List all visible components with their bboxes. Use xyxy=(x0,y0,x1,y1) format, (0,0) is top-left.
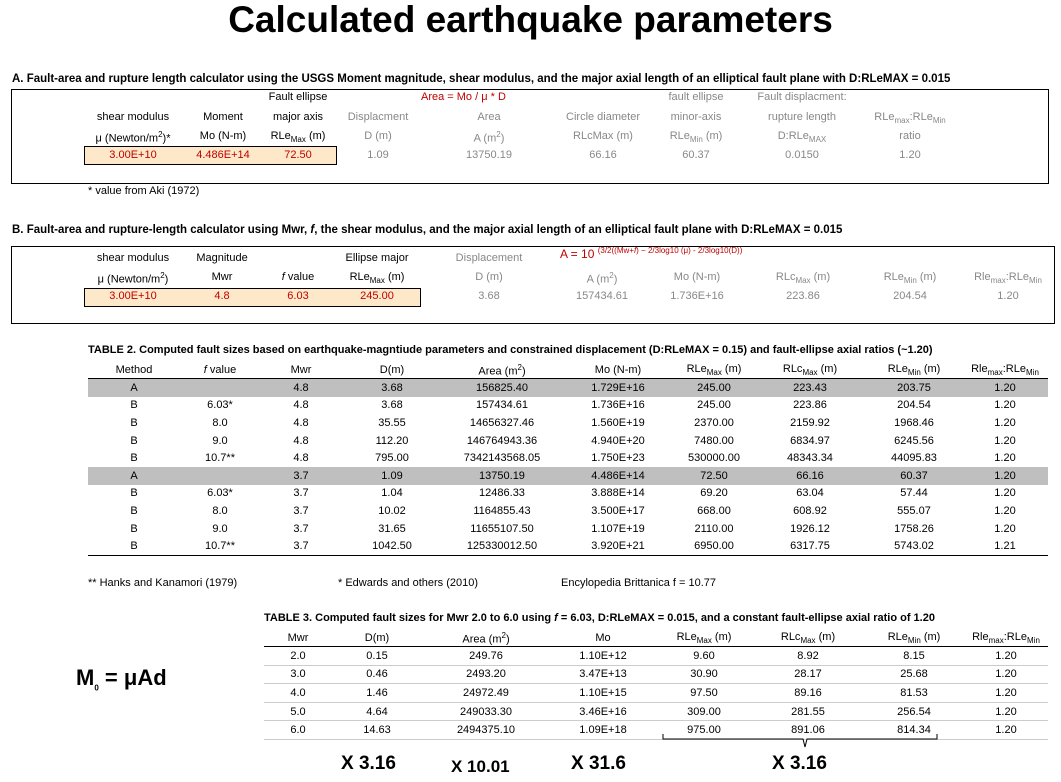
header-cell: RLe$_{Max}$ (m) xyxy=(656,630,752,647)
table-cell: 4.486E+14 xyxy=(562,467,674,485)
header-cell: Area $(m^2)$ xyxy=(422,630,550,647)
table-row xyxy=(264,647,1048,666)
section-a-unit-0: μ $(Newton/m^2)*$ xyxy=(95,130,171,145)
table-cell: 2493.20 xyxy=(422,665,550,684)
table-cell: 223.86 xyxy=(793,399,827,412)
table-row xyxy=(88,397,1048,415)
table-cell: 1.20 xyxy=(962,379,1048,397)
table-cell: 4.0 xyxy=(264,684,332,703)
section-a-value-0: 3.00E+10 xyxy=(109,149,157,161)
section-b-value-3: 245.00 xyxy=(360,290,394,302)
table-cell: 1.729E+16 xyxy=(562,379,674,397)
table-cell: 8.0 xyxy=(212,416,228,429)
table-cell xyxy=(180,379,260,397)
table-cell: 3.0 xyxy=(264,665,332,684)
table-cell: 1.21 xyxy=(962,537,1048,555)
section-b-label-1: Magnitude xyxy=(196,252,248,264)
header-cell: D(m) xyxy=(342,362,442,379)
table-cell: 3.68 xyxy=(342,379,442,397)
table-cell: 89.16 xyxy=(752,684,864,703)
section-b-value-0: 3.00E+10 xyxy=(109,290,157,302)
section-b-value-9: 1.20 xyxy=(997,290,1019,302)
section-b-value-1: 4.8 xyxy=(214,290,230,302)
table-cell: 203.75 xyxy=(866,379,962,397)
table-cell: 14.63 xyxy=(332,721,422,740)
table-cell: 9.60 xyxy=(656,647,752,666)
table-cell: 14656327.46 xyxy=(469,416,535,429)
table-cell: 530000.00 xyxy=(688,452,740,465)
section-a-unit-5: RLcMax (m) xyxy=(573,130,633,142)
table-cell: B xyxy=(130,504,138,517)
table-cell: 6245.56 xyxy=(894,434,934,447)
table-cell: 795.00 xyxy=(375,452,409,465)
table-cell: 1.20 xyxy=(994,487,1016,500)
table-cell: 1.09E+18 xyxy=(550,721,656,740)
table-cell: 3.7 xyxy=(293,487,309,500)
section-a-unit-4: A $(m^2)$ xyxy=(473,130,505,145)
table-row xyxy=(264,684,1048,703)
table-cell: 1968.46 xyxy=(894,416,934,429)
table-cell: 157434.61 xyxy=(476,399,528,412)
table-cell: 112.20 xyxy=(375,434,409,447)
section-b-unit-8: RLe$_{Min}$ (m) xyxy=(883,271,937,286)
section-a-heading: A. Fault-area and rupture length calculator using the USGS Moment magnitude, shear modulus, and the major axial length of an elliptical fault plane with D:RLeMAX = 0.015 xyxy=(12,73,951,85)
table-cell: 608.92 xyxy=(793,504,827,517)
section-a-value-3: 1.09 xyxy=(367,149,389,161)
table-cell: 9.0 xyxy=(212,522,228,535)
table-cell: B xyxy=(130,487,138,500)
section-a-label-8: RLe$_{max}$:RLe$_{Min}$ xyxy=(874,111,946,126)
table-cell: 3.7 xyxy=(293,504,309,517)
section-a-label-5: Circle diameter xyxy=(566,111,640,123)
header-cell: D(m) xyxy=(332,630,422,647)
table-cell xyxy=(180,467,260,485)
table-cell: 281.55 xyxy=(752,702,864,721)
header-cell: RLe$_{Min}$ (m) xyxy=(864,630,964,647)
table2 xyxy=(88,362,1048,556)
table-cell: 35.55 xyxy=(378,416,406,429)
section-b-unit-7: RLc$_{Max}$ (m) xyxy=(775,271,831,286)
section-b-value-4: 3.68 xyxy=(478,290,500,302)
table-cell: B xyxy=(130,416,138,429)
multiplier-area: X 10.01 xyxy=(451,757,510,776)
section-b-value-2: 6.03 xyxy=(287,290,309,302)
table-row xyxy=(264,702,1048,721)
table-cell: 223.43 xyxy=(754,379,866,397)
table-cell: 4.940E+20 xyxy=(591,434,645,447)
header-cell: Method xyxy=(88,362,180,379)
section-a-value-8: 1.20 xyxy=(899,149,921,161)
table-cell: 66.16 xyxy=(754,467,866,485)
table-row xyxy=(88,449,1048,467)
table-cell: 48343.34 xyxy=(787,452,833,465)
header-cell: RLc$_{Max}$ (m) xyxy=(752,630,864,647)
table-cell: 1.750E+23 xyxy=(591,452,645,465)
brace-bracket xyxy=(660,733,950,749)
moment-equation: $M_0 = \mu Ad$ xyxy=(76,665,167,693)
table-cell: 668.00 xyxy=(697,504,731,517)
table-cell: 4.8 xyxy=(293,416,309,429)
footnote-aki: * value from Aki (1972) xyxy=(88,185,200,197)
table-cell: 1.107E+19 xyxy=(591,522,645,535)
table-cell: 4.8 xyxy=(260,379,342,397)
section-b-value-8: 204.54 xyxy=(893,290,927,302)
table-cell: 10.02 xyxy=(378,504,406,517)
table-cell: 2159.92 xyxy=(790,416,830,429)
table-cell: 555.07 xyxy=(897,504,931,517)
table-cell: 25.68 xyxy=(864,665,964,684)
table-cell: 1.20 xyxy=(994,399,1016,412)
note-hanks: ** Hanks and Kanamori (1979) xyxy=(88,577,238,589)
table-cell: 204.54 xyxy=(897,399,931,412)
table-cell: 1.20 xyxy=(994,416,1016,429)
table-cell: 7480.00 xyxy=(694,434,734,447)
table-header-row xyxy=(88,362,1048,379)
table-cell: 8.0 xyxy=(212,504,228,517)
table-cell: 2494375.10 xyxy=(422,721,550,740)
table-cell: 1.20 xyxy=(994,452,1016,465)
section-a-unit-2: RLe$_{Max}$ (m) xyxy=(270,130,326,145)
table-cell: 1.09 xyxy=(342,467,442,485)
table-cell: 1.20 xyxy=(964,721,1048,740)
table-cell: 156825.40 xyxy=(442,379,562,397)
table-cell: 4.8 xyxy=(293,434,309,447)
table-cell: 975.00 xyxy=(656,721,752,740)
table-cell: 6834.97 xyxy=(790,434,830,447)
section-b-label-0: shear modulus xyxy=(96,252,170,264)
section-b-unit-1: Mwr xyxy=(211,271,233,283)
multiplier-rupture: X 3.16 xyxy=(772,753,827,774)
table-cell: 3.7 xyxy=(260,537,342,555)
multiplier-displacement: X 3.16 xyxy=(341,753,396,774)
section-a-label-0: shear modulus xyxy=(96,111,170,123)
section-a-value-5: 66.16 xyxy=(589,149,617,161)
table-cell: 8.15 xyxy=(864,647,964,666)
section-a-label-7: rupture length xyxy=(768,111,836,123)
label-fault-ellipse-2: fault ellipse xyxy=(668,91,724,103)
table-cell: 4.64 xyxy=(332,702,422,721)
header-cell: Mwr xyxy=(260,362,342,379)
table-cell: 245.00 xyxy=(697,399,731,412)
table-cell: 81.53 xyxy=(864,684,964,703)
table-cell: 814.34 xyxy=(864,721,964,740)
table-cell: 1.46 xyxy=(332,684,422,703)
section-b-value-5: 157434.61 xyxy=(576,290,628,302)
table-cell: 1.560E+19 xyxy=(591,416,645,429)
table-cell: 6.03* xyxy=(207,399,233,412)
table-header-row xyxy=(264,630,1048,647)
section-b-unit-5: A $(m^2)$ xyxy=(586,271,618,286)
table-cell: 1.20 xyxy=(964,684,1048,703)
table2-title: TABLE 2. Computed fault sizes based on earthquake-magntiude parameters and constrained displacement (D:RLeMAX = 0.15) and fault-ellipse axial ratios (~1.20) xyxy=(88,344,933,356)
table-row xyxy=(88,432,1048,450)
table-cell: B xyxy=(88,537,180,555)
section-a-unit-3: D (m) xyxy=(364,130,392,142)
table-cell: A xyxy=(88,467,180,485)
section-a-unit-6: RLe$_{Min}$ (m) xyxy=(669,130,723,145)
section-b-unit-2: f value xyxy=(281,271,315,283)
section-b-unit-4: D (m) xyxy=(475,271,503,283)
page-title: Calculated earthquake parameters xyxy=(228,0,833,40)
table-cell: 1.20 xyxy=(994,434,1016,447)
table-cell: 3.500E+17 xyxy=(591,504,645,517)
table-cell: 1.20 xyxy=(994,504,1016,517)
table-cell: 6.03* xyxy=(207,487,233,500)
table-cell: 1926.12 xyxy=(790,522,830,535)
table-cell: 245.00 xyxy=(674,379,754,397)
header-cell: RLc$_{Max}$ (m) xyxy=(754,362,866,379)
table-cell: 10.7** xyxy=(205,452,235,465)
section-a-label-1: Moment xyxy=(203,111,243,123)
section-b-label-3: Ellipse major xyxy=(345,252,409,264)
table-cell: 5743.02 xyxy=(866,537,962,555)
label-fault-displacement: Fault displacment: xyxy=(757,91,847,103)
table-cell: 12486.33 xyxy=(479,487,525,500)
table-cell: 0.46 xyxy=(332,665,422,684)
table-cell: 3.47E+13 xyxy=(550,665,656,684)
header-cell: RLe$_{Min}$ (m) xyxy=(866,362,962,379)
section-a-value-7: 0.0150 xyxy=(785,149,819,161)
table-cell: A xyxy=(88,379,180,397)
header-cell: f value xyxy=(180,362,260,379)
table-cell: 31.65 xyxy=(378,522,406,535)
table-cell: 0.15 xyxy=(332,647,422,666)
note-edwards: * Edwards and others (2010) xyxy=(338,577,479,589)
table-cell: 6317.75 xyxy=(754,537,866,555)
section-b-value-6: 1.736E+16 xyxy=(670,290,724,302)
multiplier-moment: X 31.6 xyxy=(571,753,626,774)
section-a-unit-1: Mo (N-m) xyxy=(199,130,247,142)
section-a-label-2: major axis xyxy=(272,111,324,123)
table-cell: B xyxy=(130,434,138,447)
table-cell: 5.0 xyxy=(264,702,332,721)
header-cell: Area $(m^2)$ xyxy=(442,362,562,379)
table3-title: TABLE 3. Computed fault sizes for Mwr 2.0 to 6.0 using f = 6.03, D:RLeMAX = 0.015, and a constant fault-ellipse axial ratio of 1.20 xyxy=(264,612,935,624)
table-cell: 891.06 xyxy=(752,721,864,740)
table-cell: 125330012.50 xyxy=(442,537,562,555)
table-cell: 1.20 xyxy=(962,467,1048,485)
header-cell: Mo (N-m) xyxy=(562,362,674,379)
section-a-value-1: 4.486E+14 xyxy=(196,149,250,161)
header-cell: Mwr xyxy=(264,630,332,647)
table-cell: 28.17 xyxy=(752,665,864,684)
table-cell: 8.92 xyxy=(752,647,864,666)
table-cell: 3.7 xyxy=(293,522,309,535)
table-cell: 309.00 xyxy=(656,702,752,721)
table-cell: 1.20 xyxy=(994,522,1016,535)
table3 xyxy=(264,630,1048,740)
table-cell: 6.0 xyxy=(264,721,332,740)
section-a-unit-8: ratio xyxy=(899,130,921,142)
section-b-heading: B. Fault-area and rupture-length calculator using Mwr, f, the shear modulus, and the major axial length of an elliptical fault plane with D:RLeMAX = 0.015 xyxy=(12,224,843,236)
table-cell: 7342143568.05 xyxy=(463,452,541,465)
header-cell: Rle$_{max}$:RLe$_{Min}$ xyxy=(962,362,1048,379)
header-cell: RLe$_{Max}$ (m) xyxy=(674,362,754,379)
table-cell: 11655107.50 xyxy=(470,522,534,535)
table-cell: 10.7** xyxy=(180,537,260,555)
table-cell: 1.20 xyxy=(964,647,1048,666)
section-a-label-3: Displacment xyxy=(347,111,409,123)
table-cell: 72.50 xyxy=(674,467,754,485)
table-cell: 2.0 xyxy=(264,647,332,666)
section-b-unit-3: RLe$_{Max}$ (m) xyxy=(349,271,405,286)
section-b-unit-0: μ $(Newton/m^2)$ xyxy=(97,271,169,286)
header-cell: Mo xyxy=(550,630,656,647)
table-cell: 1.20 xyxy=(964,665,1048,684)
table-cell: 249033.30 xyxy=(422,702,550,721)
table-cell: 2370.00 xyxy=(694,416,734,429)
table-row xyxy=(88,414,1048,432)
table-cell: 4.8 xyxy=(293,452,309,465)
table-row xyxy=(88,537,1048,555)
label-fault-ellipse: Fault ellipse xyxy=(268,91,328,103)
section-a-label-6: minor-axis xyxy=(670,111,722,123)
table-cell: 249.76 xyxy=(422,647,550,666)
section-b-value-7: 223.86 xyxy=(786,290,820,302)
table-cell: 4.8 xyxy=(293,399,309,412)
section-a-label-4: Area xyxy=(477,111,501,123)
table-cell: 146764943.36 xyxy=(466,434,538,447)
table-cell: 9.0 xyxy=(212,434,228,447)
table-cell: 44095.83 xyxy=(891,452,937,465)
table-cell: 6950.00 xyxy=(674,537,754,555)
table-cell: B xyxy=(130,399,138,412)
table-cell: 30.90 xyxy=(656,665,752,684)
table-cell: 2110.00 xyxy=(694,522,734,535)
section-b-formula: A = 10 $^{(3/2((Mw+f) - 2/3log10 (\mu) - 2/3log10(D))}$ xyxy=(560,246,743,261)
table-cell: 1.10E+15 xyxy=(550,684,656,703)
section-b-label-4: Displacement xyxy=(455,252,523,264)
table-cell: 3.68 xyxy=(381,399,403,412)
section-b-unit-6: Mo (N-m) xyxy=(673,271,721,283)
header-cell: Rle$_{max}$:RLe$_{Min}$ xyxy=(964,630,1048,647)
table-cell: 256.54 xyxy=(864,702,964,721)
table-row xyxy=(88,467,1048,485)
table-cell: 1042.50 xyxy=(342,537,442,555)
table-cell: 1.736E+16 xyxy=(591,399,645,412)
section-a-value-6: 60.37 xyxy=(682,149,710,161)
section-b-unit-9: Rle$_{max}$:RLe$_{Min}$ xyxy=(974,271,1042,286)
table-cell: 1164855.43 xyxy=(473,504,531,517)
table-cell: 3.920E+21 xyxy=(562,537,674,555)
section-a-value-4: 13750.19 xyxy=(466,149,512,161)
table-row xyxy=(88,379,1048,397)
table-cell: 1.20 xyxy=(964,702,1048,721)
table-cell: 1758.26 xyxy=(894,522,934,535)
table-cell: 1.04 xyxy=(381,487,403,500)
section-a-unit-7: D:RLe$_{MAX}$ xyxy=(777,130,827,145)
table-cell: B xyxy=(130,522,138,535)
table-cell: 1.10E+12 xyxy=(550,647,656,666)
table-cell: 60.37 xyxy=(866,467,962,485)
table-cell: 63.04 xyxy=(796,487,824,500)
table-cell: 69.20 xyxy=(700,487,728,500)
table-row xyxy=(264,665,1048,684)
table-cell: 57.44 xyxy=(900,487,928,500)
table-cell: 13750.19 xyxy=(442,467,562,485)
table-cell: 24972.49 xyxy=(422,684,550,703)
table-cell: 97.50 xyxy=(656,684,752,703)
table-row xyxy=(88,520,1048,538)
table-row xyxy=(88,502,1048,520)
table-cell: B xyxy=(130,452,138,465)
table-cell: 3.7 xyxy=(260,467,342,485)
section-a-formula: Area = Mo / μ * D xyxy=(421,91,506,103)
table-cell: 3.888E+14 xyxy=(591,487,645,500)
table-cell: 3.46E+16 xyxy=(550,702,656,721)
table-row xyxy=(88,485,1048,503)
section-a-value-2: 72.50 xyxy=(284,149,312,161)
note-brittanica: Encylopedia Brittanica f = 10.77 xyxy=(561,577,717,589)
